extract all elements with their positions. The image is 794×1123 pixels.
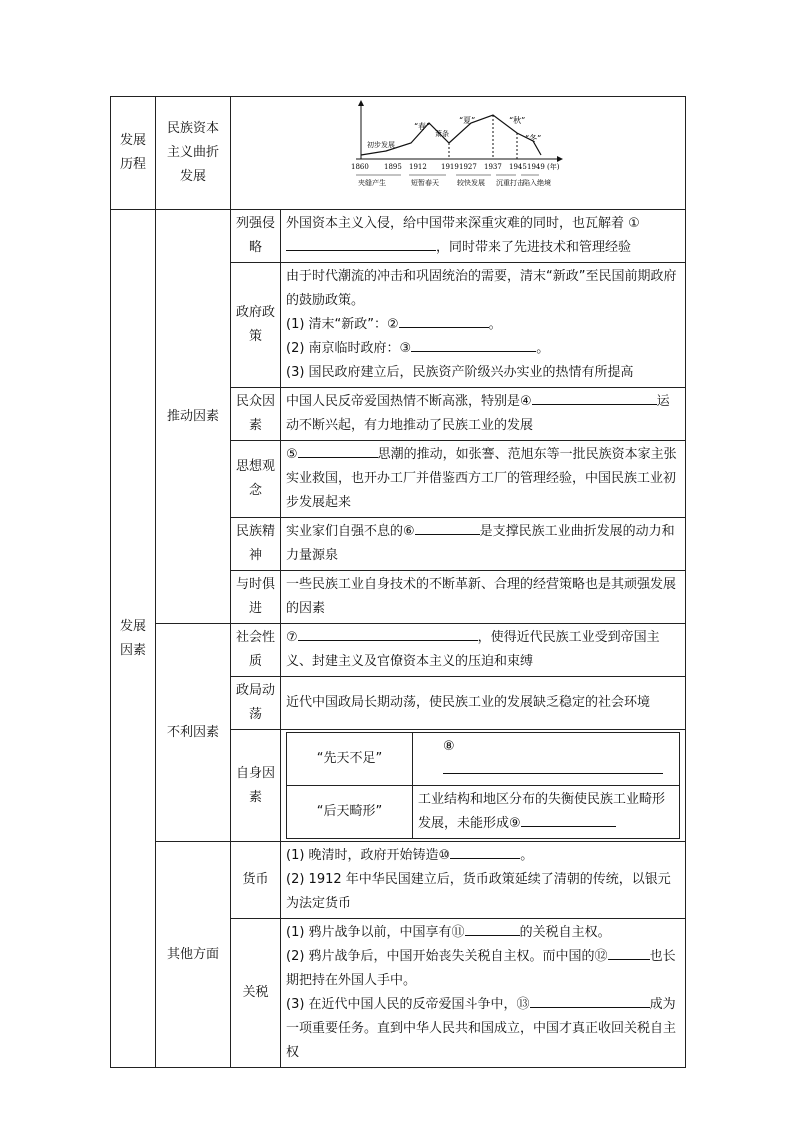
dip-depression: 萧条 bbox=[435, 130, 449, 138]
row-content: 一些民族工业自身技术的不断革新、合理的经营策略也是其顽强发展的因素 bbox=[281, 571, 686, 624]
row-content: 实业家们自强不息的⑥ 是支撑民族工业曲折发展的动力和力量源泉 bbox=[281, 518, 686, 571]
row-content: 中国人民反帝爱国热情不断高涨，特别是④ 运动不断兴起，有力地推动了民族工业的发展 bbox=[281, 388, 686, 441]
row-title: 关税 bbox=[231, 919, 281, 1068]
year-1937: 1937 bbox=[484, 163, 502, 171]
knowledge-table bbox=[110, 96, 686, 1068]
phase-1: 夹缝产生 bbox=[358, 179, 386, 187]
row-content: ⑤ 思潮的推动，如张謇、范旭东等一批民族资本家主张实业救国，也开办工厂并借鉴西方工厂的管理经验，中国民族工业初步发展起来 bbox=[281, 441, 686, 518]
peak-summer: “夏” bbox=[459, 116, 476, 125]
year-1919: 1919 bbox=[441, 163, 459, 171]
dip-winter: “冬” bbox=[525, 134, 542, 143]
axis-unit: (年) bbox=[547, 163, 560, 171]
push-label: 推动因素 bbox=[156, 210, 231, 624]
phase-2: 短暂春天 bbox=[411, 179, 439, 187]
curve-label: 初步发展 bbox=[367, 141, 395, 149]
row-content: (1) 晚清时，政府开始铸造⑩ 。 (2) 1912 年中华民国建立后，货币政策延续了清朝的传统，以银元为法定货币 bbox=[281, 842, 686, 919]
row-title: 货币 bbox=[231, 842, 281, 919]
phase-3: 较快发展 bbox=[457, 179, 485, 187]
year-1927: 1927 bbox=[459, 163, 477, 171]
row-title: 与时俱进 bbox=[231, 571, 281, 624]
curve-svg bbox=[231, 97, 686, 200]
row-title: 思想观念 bbox=[231, 441, 281, 518]
row-title: 自身因素 bbox=[231, 730, 281, 842]
phase-5: 陷入绝境 bbox=[523, 179, 551, 187]
row-content: 外国资本主义入侵，给中国带来深重灾难的同时，也瓦解着 ①，同时带来了先进技术和管理经验 bbox=[281, 210, 686, 263]
row-content: 近代中国政局长期动荡，使民族工业的发展缺乏稳定的社会环境 bbox=[281, 677, 686, 730]
row-title: 民族精神 bbox=[231, 518, 281, 571]
year-1912: 1912 bbox=[409, 163, 427, 171]
development-curve-chart bbox=[231, 97, 686, 210]
phase-4: 沉重打击 bbox=[496, 179, 524, 187]
peak-spring: “春” bbox=[414, 122, 431, 131]
header-national-capitalism: 民族资本主义曲折发展 bbox=[156, 97, 231, 210]
row-content: 由于时代潮流的冲击和巩固统治的需要，清末“新政”至民国前期政府的鼓励政策。 (1) 清末“新政”：② 。 (2) 南京临时政府：③ 。 (3) 国民政府建立后，民族资产阶级兴办实业的热情有所提高 bbox=[281, 263, 686, 388]
adverse-label: 不利因素 bbox=[156, 624, 231, 842]
year-1949: 1949 bbox=[527, 163, 545, 171]
factors-label: 发展因素 bbox=[111, 210, 156, 1068]
row-title: 政局动荡 bbox=[231, 677, 281, 730]
year-1895: 1895 bbox=[384, 163, 402, 171]
self-factors-content: “先天不足” ⑧ “后天畸形” 工业结构和地区分布的失衡使民族工业畸形发展，未能形成⑨ bbox=[281, 730, 686, 842]
row-title: 社会性质 bbox=[231, 624, 281, 677]
other-label: 其他方面 bbox=[156, 842, 231, 1068]
sub-innate: “先天不足” bbox=[287, 733, 413, 786]
row-title: 政府政策 bbox=[231, 263, 281, 388]
year-1945: 1945 bbox=[509, 163, 527, 171]
sub-acquired: “后天畸形” bbox=[287, 786, 413, 839]
row-title: 民众因素 bbox=[231, 388, 281, 441]
row-content: (1) 鸦片战争以前，中国享有⑪ 的关税自主权。 (2) 鸦片战争后，中国开始丧失关税自主权。而中国的⑫ 也长期把持在外国人手中。 (3) 在近代中国人民的反帝爱国斗争中，⑬ 成为一项重要任务。直到中华人民共和国成立，中国才真正收回关税自主权 bbox=[281, 919, 686, 1068]
row-content: ⑦ ，使得近代民族工业受到帝国主义、封建主义及官僚资本主义的压迫和束缚 bbox=[281, 624, 686, 677]
header-development-course: 发展历程 bbox=[111, 97, 156, 210]
row-title: 列强侵略 bbox=[231, 210, 281, 263]
year-1860: 1860 bbox=[351, 163, 369, 171]
peak-autumn: “秋” bbox=[509, 116, 526, 125]
